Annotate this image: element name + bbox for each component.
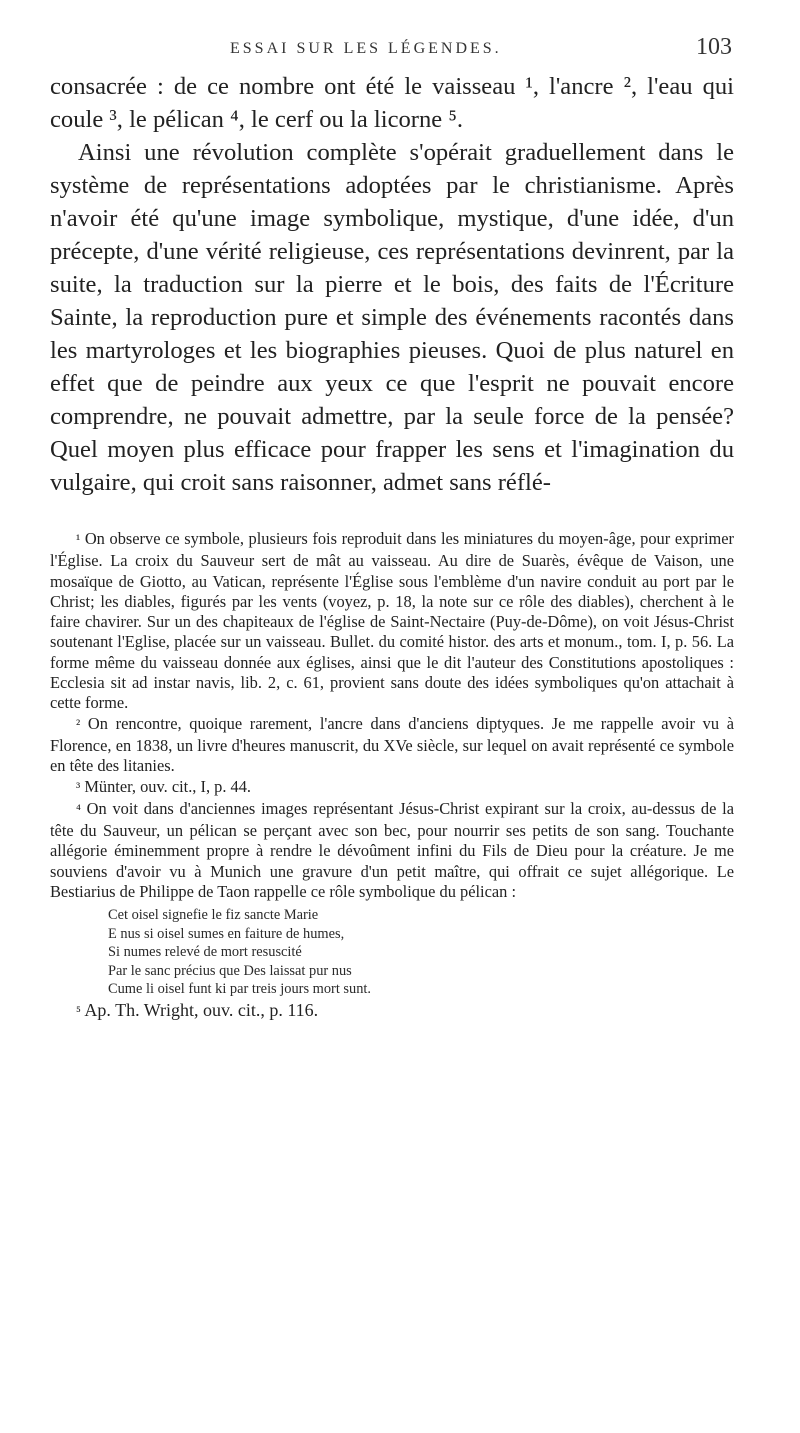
verse-quote [108,906,734,998]
footnote-text: On observe ce symbole, plusieurs fois reproduit dans les miniatures du moyen-âge, pour exprimer l'Église. La croix du Sauveur sert de mât au vaisseau. Au dire de Suarès, évêque de Vaison, une mosaïque de Giotto, au Vatican, représente l'Église sous l'emblème d'un navire conduit au port par le Christ; les diables, figurés par les vents (voyez, p. 18, la note sur ce rôle des diables), cherchent à le faire chavirer. Sur un des chapiteaux de l'église de Saint-Nectaire (Puy-de-Dôme), on voit Jésus-Christ soutenant l'Eglise, placée sur un vaisseau. Bullet. du comité histor. des arts et monum., tom. I, p. 56. La forme même du vaisseau donnée aux églises, ainsi que le dit l'auteur des Constitutions apostoliques : Ecclesia sit ad instar navis, lib. 2, c. 61, provient sans doute des idées symboliques qu'on attachait à cette forme. [50,529,734,713]
footnote-mark: ⁵ [76,1005,81,1021]
verse-line: Cume li oisel funt ki par treis jours mort sunt. [108,980,372,997]
verse-line: Cet oisel signefie le fiz sancte Marie [108,907,319,924]
footnote-4 [50,799,734,902]
paragraph: consacrée : de ce nombre ont été le vaisseau ¹, l'ancre ², l'eau qui coule ³, le pélican ⁴, le cerf ou la licorne ⁵. [50,73,734,133]
footnote-1 [50,529,734,714]
footnote-mark: ² [76,717,81,733]
main-text [50,70,734,499]
footnote-mark: ¹ [76,533,81,548]
footnote-text: Ap. Th. Wright, ouv. cit., p. 116. [84,1000,319,1021]
footnote-3 [50,777,734,799]
verse-line: E nus si oisel sumes en faiture de humes, [108,925,345,942]
footnote-2 [50,714,734,777]
page-header [50,0,734,70]
footnote-mark: ⁴ [76,802,81,818]
footnote-text: On voit dans d'anciennes images représentant Jésus-Christ expirant sur la croix, au-dessus de la tête du Sauveur, un pélican se perçant avec son bec, pour nourrir ses petits de son sang. Touchante allégorie éminemment propre à rendre le dévoûment infini du Fils de Dieu pour la créature. Je me souviens d'avoir vu à Munich une gravure d'un petit maître, qui offrait ce sujet allégorique. Le Bestiarius de Philippe de Taon rappelle ce rôle symbolique du pélican : [50,798,734,902]
verse-line: Par le sanc précius que Des laissat pur nus [108,962,352,979]
footnote-5 [50,1000,734,1023]
footnotes [50,529,734,1024]
page-number: 103 [696,34,732,60]
running-title: ESSAI SUR LES LÉGENDES. [230,40,502,57]
verse-line: Si numes relevé de mort resuscité [108,944,302,961]
footnote-text: On rencontre, quoique rarement, l'ancre dans d'anciens diptyques. Je me rappelle avoir vu à Florence, en 1838, un livre d'heures manuscrit, du XVe siècle, sur lequel on avait représenté ce symbole en tête des litanies. [50,713,734,776]
footnote-text: Münter, ouv. cit., I, p. 44. [84,776,252,796]
footnote-mark: ³ [76,780,81,796]
paragraph: Ainsi une révolution complète s'opérait graduellement dans le système de représentations adoptées par le christianisme. Après n'avoir été qu'une image symbolique, mystique, d'une idée, d'un précepte, d'une vérité religieuse, ces représentations devinrent, par la suite, la traduction sur la pierre et le bois, des faits de l'Écriture Sainte, la reproduction pure et simple des événements racontés dans les martyrologes et les biographies pieuses. Quoi de plus naturel en effet que de peindre aux yeux ce que l'esprit ne pouvait encore comprendre, ne pouvait admettre, par la seule force de la pensée? Quel moyen plus efficace pour frapper les sens et l'imagination du vulgaire, qui croit sans raisonner, admet sans réflé- [50,139,734,496]
